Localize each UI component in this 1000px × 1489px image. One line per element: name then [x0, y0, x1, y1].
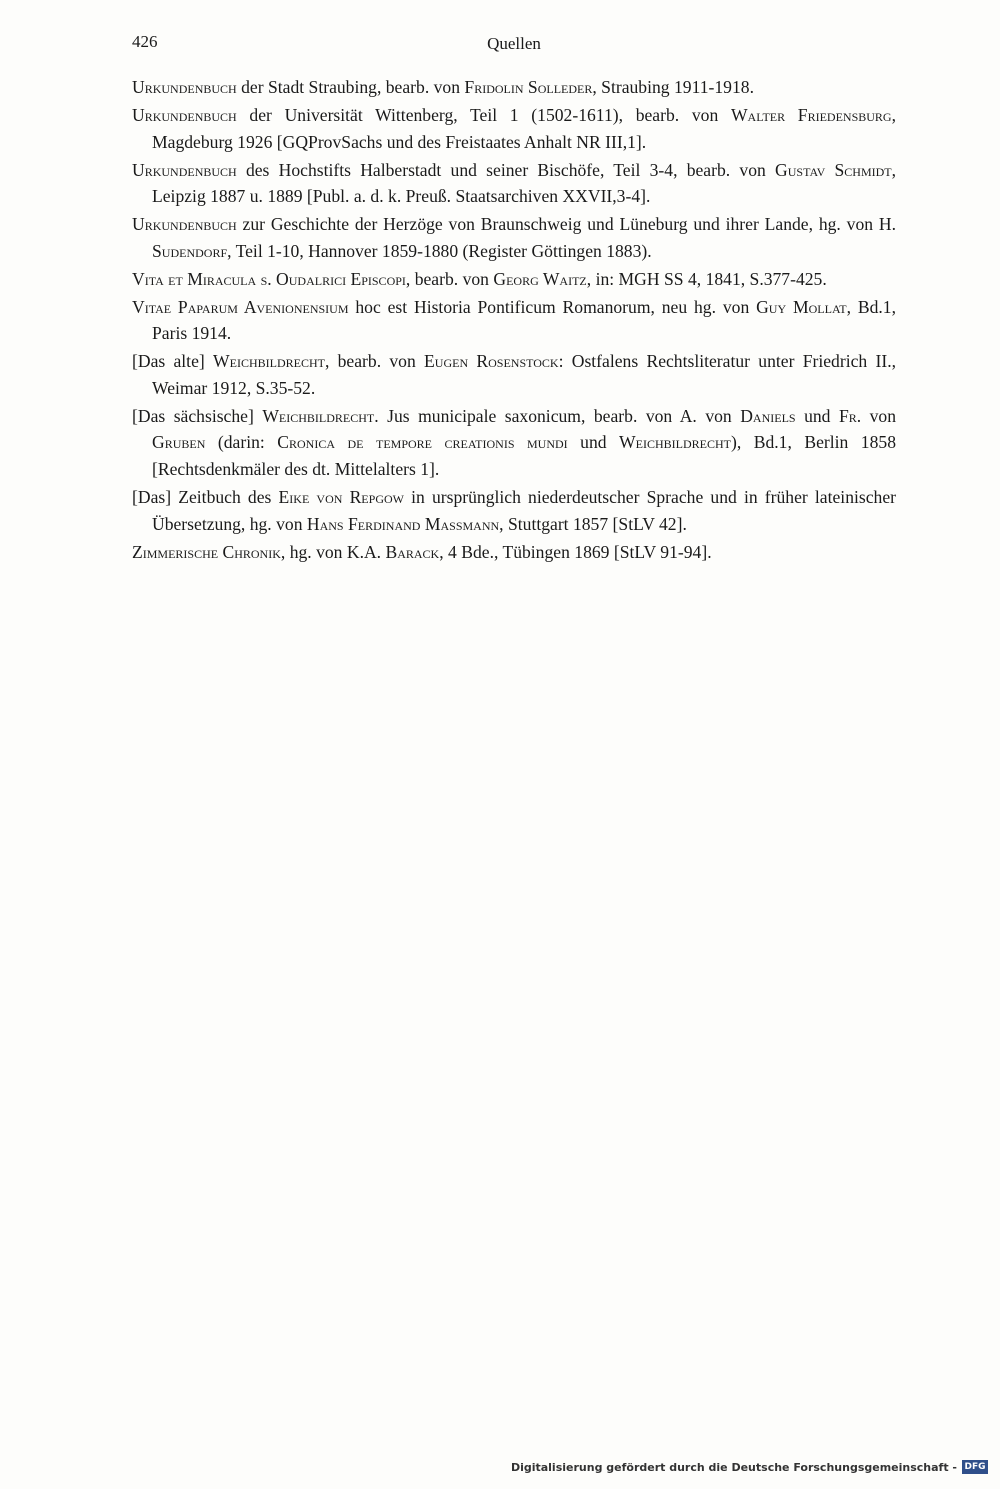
entry-text: ), Bd.1, Berlin 1858 [Rechtsdenkmäler des dt. Mittelalters 1].	[152, 432, 896, 480]
entry-text: des Hochstifts Halberstadt und seiner Bischöfe, Teil 3-4, bearb. von	[236, 159, 776, 180]
bibliography-entry	[132, 211, 896, 264]
entry-text: der Stadt Straubing, bearb. von	[236, 77, 465, 97]
bibliography-entry	[132, 102, 896, 155]
entry-name-smallcaps: Barack	[385, 541, 440, 562]
entry-text: (darin:	[205, 432, 278, 453]
bibliography-list	[132, 74, 896, 567]
entry-text: , 4 Bde., Tübingen 1869 [StLV 91-94].	[439, 541, 712, 562]
entry-text: . Jus municipale saxonicum, bearb. von A. von	[374, 405, 741, 426]
entry-text: , bearb. von	[405, 268, 494, 289]
entry-name-smallcaps: Sudendorf	[152, 240, 228, 261]
bibliography-entry	[132, 484, 896, 537]
entry-text: in ursprünglich niederdeutscher Sprache und in früher lateinischer Übersetzung, hg. von	[152, 487, 897, 534]
digitization-footer	[511, 1460, 988, 1474]
entry-name-smallcaps: Guy Mollat	[756, 296, 847, 317]
page-number: 426	[132, 32, 158, 51]
entry-text: , Straubing 1911-1918.	[592, 77, 754, 97]
entry-name-smallcaps: Georg Waitz	[493, 268, 587, 289]
entry-name-smallcaps: Gustav Schmidt	[775, 159, 892, 180]
bibliography-entry	[132, 266, 896, 293]
entry-name-smallcaps: Weichbildrecht	[262, 405, 375, 426]
entry-text: , Teil 1-10, Hannover 1859-1880 (Register Göttingen 1883).	[227, 240, 652, 261]
bibliography-entry	[132, 403, 896, 483]
running-title: Quellen	[487, 34, 541, 53]
bibliography-entry	[132, 157, 896, 210]
bibliography-entry	[132, 348, 896, 401]
bibliography-entry	[132, 294, 896, 347]
entry-name-smallcaps: Fridolin Solleder	[464, 77, 593, 97]
bibliography-entry	[132, 74, 896, 101]
entry-name-smallcaps: Hans Ferdinand Massmann	[306, 513, 500, 534]
entry-text: , bearb. von	[324, 351, 425, 372]
entry-text: , Bd.1, Paris 1914.	[152, 296, 896, 344]
entry-text: [Das sächsische]	[132, 405, 263, 426]
dfg-logo: DFG	[962, 1460, 988, 1474]
entry-name-smallcaps: Urkundenbuch	[132, 159, 237, 180]
entry-text: , Leipzig 1887 u. 1889 [Publ. a. d. k. Preuß. Staatsarchiven XXVII,3-4].	[152, 159, 897, 207]
entry-name-smallcaps: Weichbildrecht	[213, 351, 325, 372]
entry-name-smallcaps: Daniels	[740, 405, 796, 426]
entry-name-smallcaps: Cronica de tempore creationis mundi	[277, 432, 568, 453]
entry-name-smallcaps: Weichbildrecht	[619, 432, 731, 453]
entry-name-smallcaps: Urkundenbuch	[132, 77, 237, 97]
entry-name-smallcaps: Vita et Miracula s. Oudalrici Episcopi	[132, 268, 406, 289]
entry-text: : Ostfalens Rechtsliteratur unter Friedrich II., Weimar 1912, S.35-52.	[152, 351, 896, 398]
entry-text: , in: MGH SS 4, 1841, S.377-425.	[586, 268, 827, 289]
entry-name-smallcaps: Urkundenbuch	[132, 214, 237, 235]
entry-name-smallcaps: Fr.	[838, 405, 862, 426]
bibliography-entry	[132, 539, 896, 566]
entry-text: , hg. von K.A.	[280, 541, 386, 562]
entry-name-smallcaps: Urkundenbuch	[132, 104, 237, 125]
entry-text: der Universität Wittenberg, Teil 1 (1502-1611), bearb. von	[236, 104, 731, 125]
entry-text: , Magdeburg 1926 [GQProvSachs und des Freistaates Anhalt NR III,1].	[152, 104, 896, 152]
entry-text: [Das] Zeitbuch des	[132, 487, 279, 508]
entry-name-smallcaps: Vitae Paparum Avenionensium	[132, 296, 349, 317]
page-header	[132, 32, 896, 58]
footer-credit-text: Digitalisierung gefördert durch die Deutsche Forschungsgemeinschaft -	[510, 1460, 957, 1474]
entry-name-smallcaps: Zimmerische Chronik	[132, 541, 281, 562]
entry-text: hoc est Historia Pontificum Romanorum, neu hg. von	[348, 296, 757, 317]
entry-text: [Das alte]	[132, 351, 214, 372]
entry-name-smallcaps: Eike von Repgow	[278, 487, 404, 508]
entry-text: zur Geschichte der Herzöge von Braunschweig und Lüneburg und ihrer Lande, hg. von H.	[236, 214, 896, 235]
entry-text: und	[567, 432, 620, 453]
entry-text: und	[795, 405, 839, 426]
entry-name-smallcaps: Walter Friedensburg	[730, 104, 892, 125]
entry-text: von	[861, 405, 897, 426]
entry-name-smallcaps: Eugen Rosenstock	[424, 351, 559, 372]
entry-text: , Stuttgart 1857 [StLV 42].	[499, 513, 687, 534]
entry-name-smallcaps: Gruben	[152, 432, 206, 453]
